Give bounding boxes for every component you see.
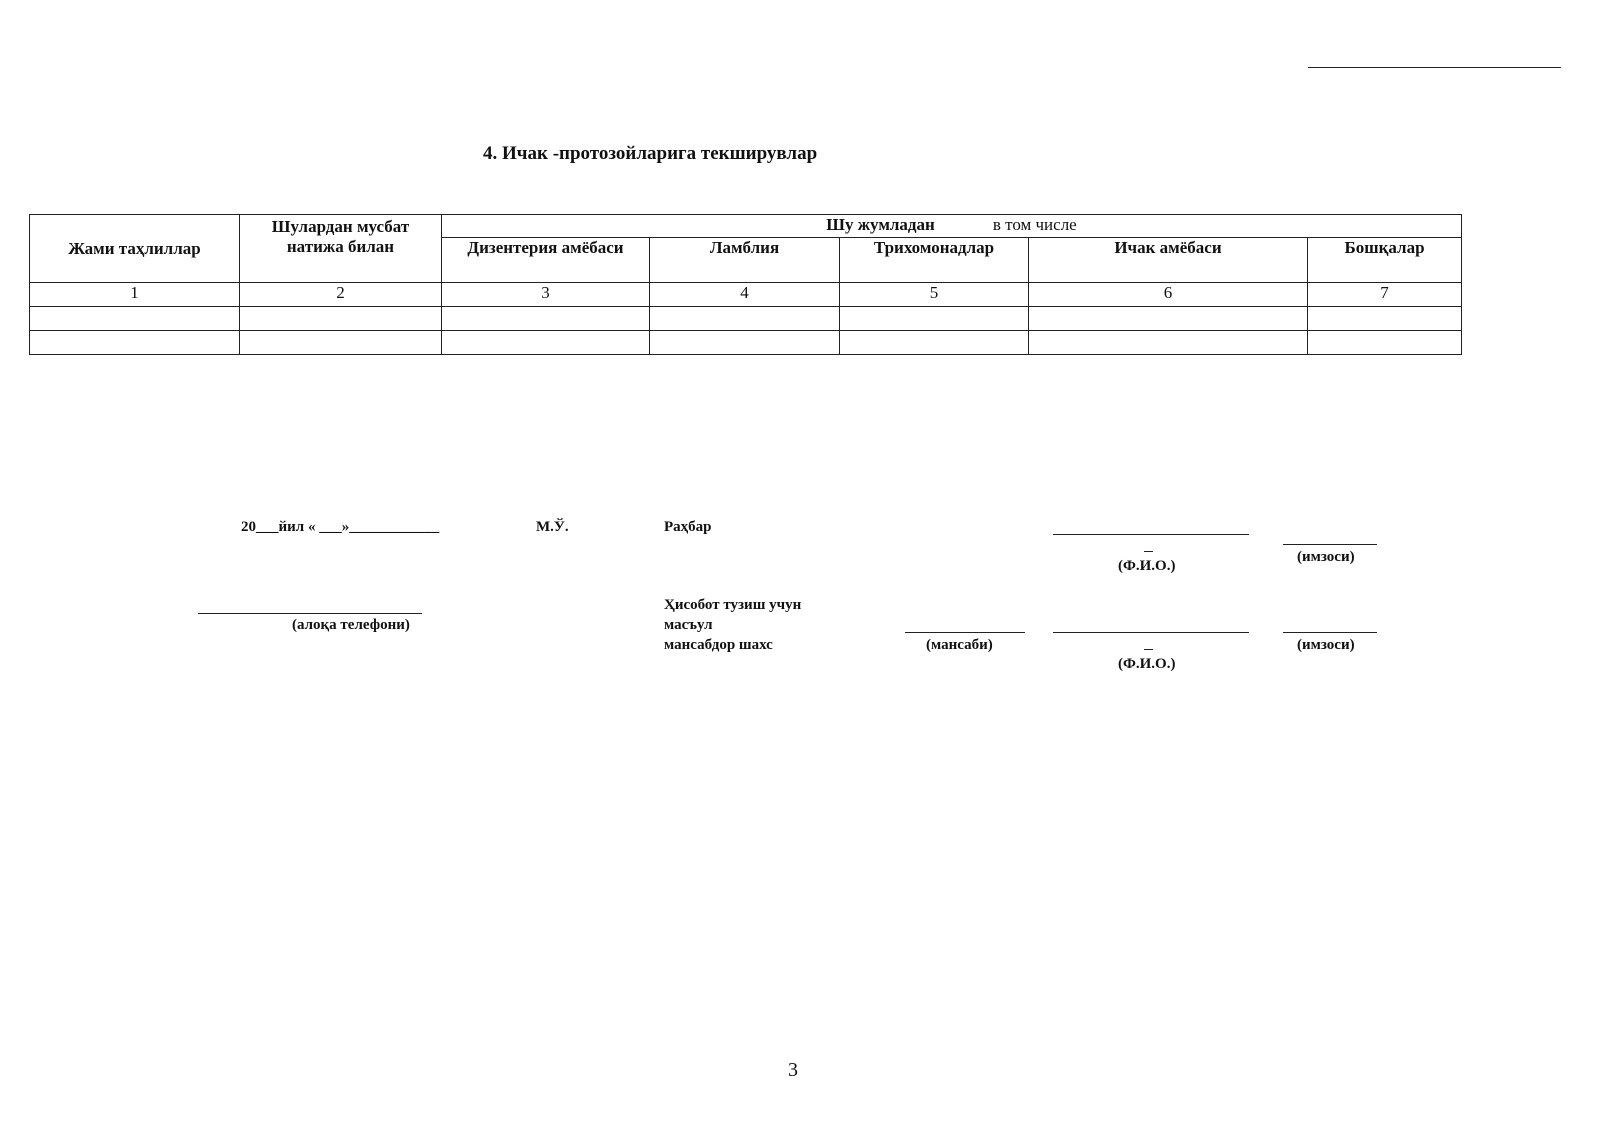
head-signature-label: (имзоси) xyxy=(1297,549,1355,565)
head-signature-line[interactable] xyxy=(1283,544,1377,545)
responsible-signature-line[interactable] xyxy=(1283,632,1377,633)
header-others: Бошқалар xyxy=(1308,238,1462,283)
responsible-signature-label: (имзоси) xyxy=(1297,637,1355,653)
column-number: 6 xyxy=(1029,283,1308,307)
phone-label: (алоқа телефони) xyxy=(292,617,410,633)
table-cell[interactable] xyxy=(840,331,1029,355)
header-positive: Шулардан мусбат натижа билан xyxy=(240,215,442,283)
table-cell[interactable] xyxy=(442,307,650,331)
header-dysentery-amoeba: Дизентерия амёбаси xyxy=(442,238,650,283)
table-cell[interactable] xyxy=(30,331,240,355)
head-label: Раҳбар xyxy=(664,519,712,535)
responsible-fio-line[interactable] xyxy=(1053,632,1249,633)
column-number: 2 xyxy=(240,283,442,307)
group-head-bold: Шу жумладан xyxy=(826,215,935,234)
header-rule xyxy=(1308,67,1561,68)
header-lamblia: Ламблия xyxy=(650,238,840,283)
responsible-label-2: масъул xyxy=(664,617,713,633)
page-number: 3 xyxy=(788,1059,798,1081)
table-cell[interactable] xyxy=(650,307,840,331)
header-group xyxy=(442,215,1462,238)
column-number: 4 xyxy=(650,283,840,307)
header-total: Жами таҳлиллар xyxy=(30,215,240,283)
responsible-fio-label: (Ф.И.О.) xyxy=(1118,656,1176,672)
table-cell[interactable] xyxy=(240,307,442,331)
column-number: 1 xyxy=(30,283,240,307)
position-label: (мансаби) xyxy=(926,637,993,653)
table-row xyxy=(30,331,1462,355)
table-row xyxy=(30,307,1462,331)
table-cell[interactable] xyxy=(1308,331,1462,355)
section-title: 4. Ичак -протозойларига текширувлар xyxy=(483,143,818,164)
report-table xyxy=(29,214,1462,355)
stamp-place: М.Ў. xyxy=(536,519,569,535)
phone-line[interactable] xyxy=(198,613,422,614)
header-trichomonads: Трихомонадлар xyxy=(840,238,1029,283)
head-fio-label: (Ф.И.О.) xyxy=(1118,558,1176,574)
table-cell[interactable] xyxy=(442,331,650,355)
column-number: 3 xyxy=(442,283,650,307)
table-cell[interactable] xyxy=(840,307,1029,331)
table-cell[interactable] xyxy=(1029,331,1308,355)
column-number: 5 xyxy=(840,283,1029,307)
responsible-label-1: Ҳисобот тузиш учун xyxy=(664,597,802,613)
date-line[interactable]: 20___йил « ___»____________ xyxy=(241,519,440,535)
table-cell[interactable] xyxy=(1029,307,1308,331)
group-head-plain: в том числе xyxy=(992,215,1077,234)
fio-mark xyxy=(1144,551,1153,552)
column-number: 7 xyxy=(1308,283,1462,307)
position-line[interactable] xyxy=(905,632,1025,633)
table-cell[interactable] xyxy=(1308,307,1462,331)
fio-mark xyxy=(1144,649,1153,650)
header-intestinal-amoeba: Ичак амёбаси xyxy=(1029,238,1308,283)
column-number-row xyxy=(30,283,1462,307)
table-cell[interactable] xyxy=(650,331,840,355)
table-cell[interactable] xyxy=(30,307,240,331)
responsible-label-3: мансабдор шахс xyxy=(664,637,773,653)
table-cell[interactable] xyxy=(240,331,442,355)
head-fio-line[interactable] xyxy=(1053,534,1249,535)
